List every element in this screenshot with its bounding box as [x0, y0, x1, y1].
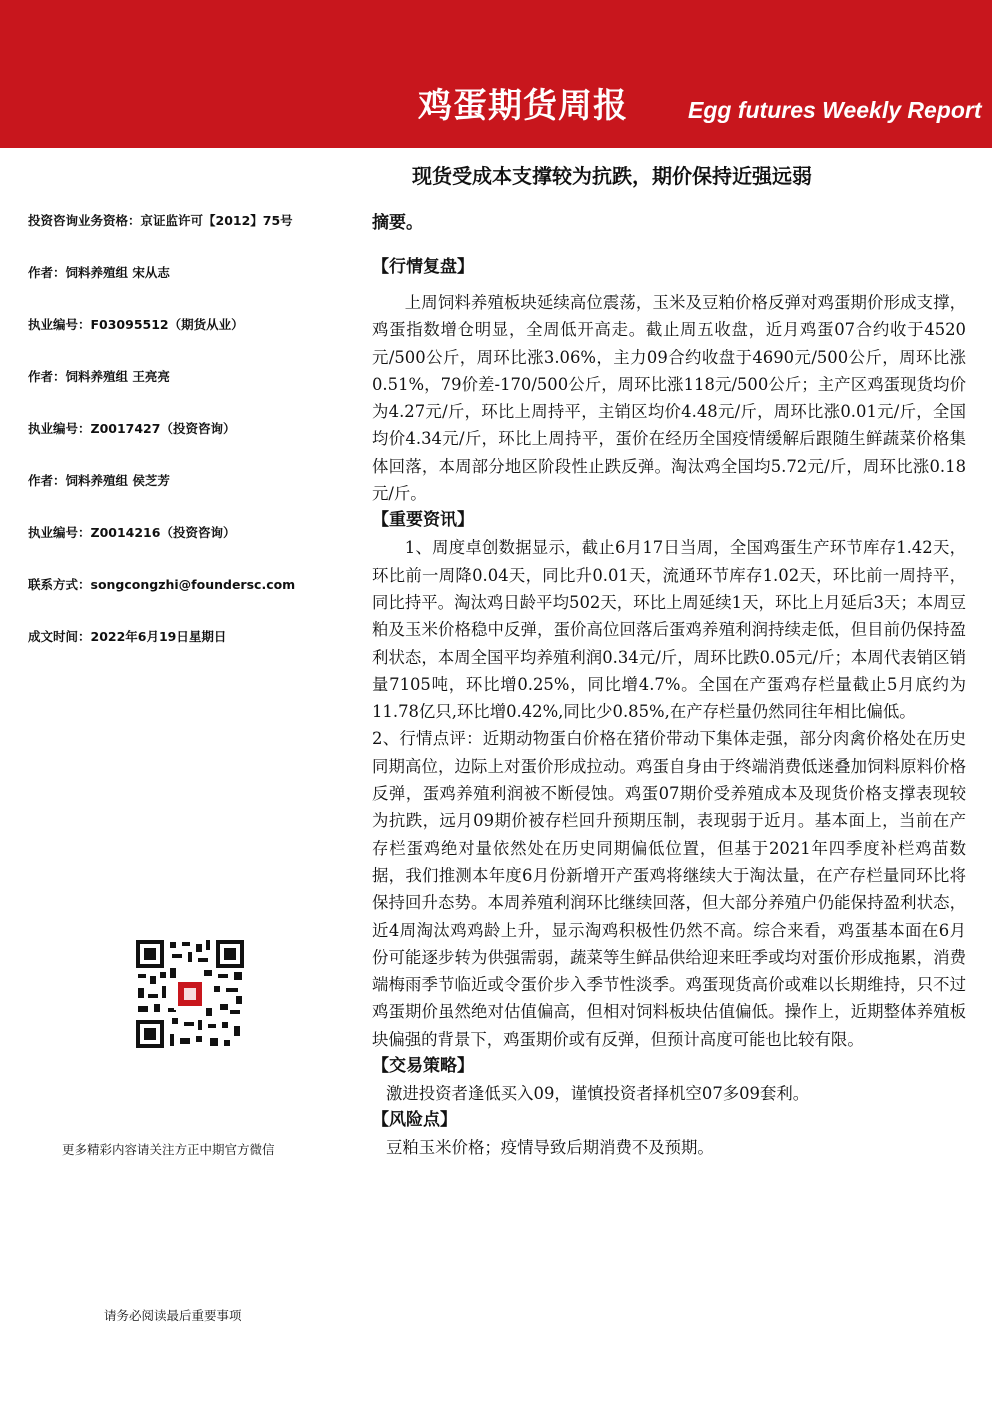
author-sidebar	[28, 212, 353, 680]
section-heading-strategy: 【交易策略】	[372, 1056, 474, 1077]
section-heading-market-review: 【行情复盘】	[372, 257, 474, 277]
risk-text: 豆粕玉米价格；疫情导致后期消费不及预期。	[386, 1138, 714, 1158]
license-line: 执业编号：Z0014216（投资咨询）	[28, 525, 236, 540]
important-notice: 请务必阅读最后重要事项	[104, 1308, 242, 1323]
news-item-text: 2、行情点评：近期动物蛋白价格在猪价带动下集体走强，部分肉禽价格处在历史同期高位，边际上对蛋价形成拉动。鸡蛋自身由于终端消费低迷叠加饲料原料价格反弹，蛋鸡养殖利润被不断侵蚀。鸡蛋07期价受养殖成本及现货价格支撑表现较为抗跌，远月09期价被存栏回升预期压制，表现弱于近月。基本面上，当前在产存栏蛋鸡绝对量依然处在历史同期偏低位置，但基于2021年四季度补栏鸡苗数据，我们推测本年度6月份新增开产蛋鸡将继续大于淘汰量，在产存栏量同环比将保持回升态势。本周养殖利润环比继续回落，但大部分养殖户仍能保持盈利状态，近4周淘汰鸡鸡龄上升，显示淘鸡积极性仍然不高。综合来看，鸡蛋基本面在6月份可能逐步转为供强需弱，蔬菜等生鲜品供给迎来旺季或均对蛋价形成拖累，消费端梅雨季节临近或令蛋价步入季节性淡季。鸡蛋现货高价或难以长期维持，只不过鸡蛋期价虽然绝对估值偏高，但相对饲料板块估值偏低。操作上，近期整体养殖板块偏强的背景下，鸡蛋期价或有反弹，但预计高度可能也比较有限。	[372, 729, 966, 1049]
market-review-text: 上周饲料养殖板块延续高位震荡，玉米及豆粕价格反弹对鸡蛋期价形成支撑，鸡蛋指数增仓明显，全周低开高走。截止周五收盘，近月鸡蛋07合约收于4520元/500公斤，周环比涨3.06%，主力09合约收盘于4690元/500公斤，周环比涨0.51%，79价差-170/500公斤，周环比涨118元/500公斤；主产区鸡蛋现货均价为4.27元/斤，环比上周持平，主销区均价4.48元/斤，周环比涨0.01元/斤，全国均价4.34元/斤，环比上周持平，蛋价在经历全国疫情缓解后跟随生鲜蔬菜价格集体回落，本周部分地区阶段性止跌反弹。淘汰鸡全国均5.72元/斤，周环比涨0.18元/斤。	[372, 293, 966, 504]
section-heading-news: 【重要资讯】	[372, 510, 474, 531]
license-line: 执业编号：F03095512（期货从业）	[28, 317, 244, 332]
news-item-text: 1、周度卓创数据显示，截止6月17日当周，全国鸡蛋生产环节库存1.42天，环比前一周降0.04天，同比升0.01天，流通环节库存1.02天，环比前一周持平，同比持平。淘汰鸡日龄平均502天，环比上周延续1天，环比上月延后3天；本周豆粕及玉米价格稳中反弹，蛋价高位回落后蛋鸡养殖利润持续走低，但目前仍保持盈利状态，本周全国平均养殖利润0.34元/斤，周环比跌0.05元/斤；本周代表销区销量7105吨，环比增0.25%，同比增4.7%。全国在产蛋鸡存栏量截止5月底约为11.78亿只,环比增0.42%,同比少0.85%,在产存栏量仍然同往年相比偏低。	[372, 538, 966, 722]
report-body	[372, 206, 966, 1162]
qualification-line: 投资咨询业务资格：京证监许可【2012】75号	[28, 213, 293, 228]
author-line: 作者：饲料养殖组 宋从志	[28, 265, 170, 280]
qr-code-icon	[134, 938, 246, 1050]
report-title-en: Egg futures Weekly Report	[688, 97, 982, 123]
author-line: 作者：饲料养殖组 侯芝芳	[28, 473, 170, 488]
report-title-cn: 鸡蛋期货周报	[418, 86, 628, 126]
date-line: 成文时间：2022年6月19日星期日	[28, 629, 227, 644]
header-banner	[0, 0, 992, 148]
author-line: 作者：饲料养殖组 王亮亮	[28, 369, 170, 384]
contact-line: 联系方式：songcongzhi@foundersc.com	[28, 577, 296, 592]
license-line: 执业编号：Z0017427（投资咨询）	[28, 421, 236, 436]
qr-caption: 更多精彩内容请关注方正中期官方微信	[62, 1142, 275, 1157]
strategy-text: 激进投资者逢低买入09，谨慎投资者择机空07多09套利。	[386, 1084, 810, 1104]
section-heading-risk: 【风险点】	[372, 1110, 457, 1131]
report-headline: 现货受成本支撑较为抗跌，期价保持近强远弱	[412, 164, 812, 188]
abstract-title: 摘要。	[372, 213, 423, 233]
